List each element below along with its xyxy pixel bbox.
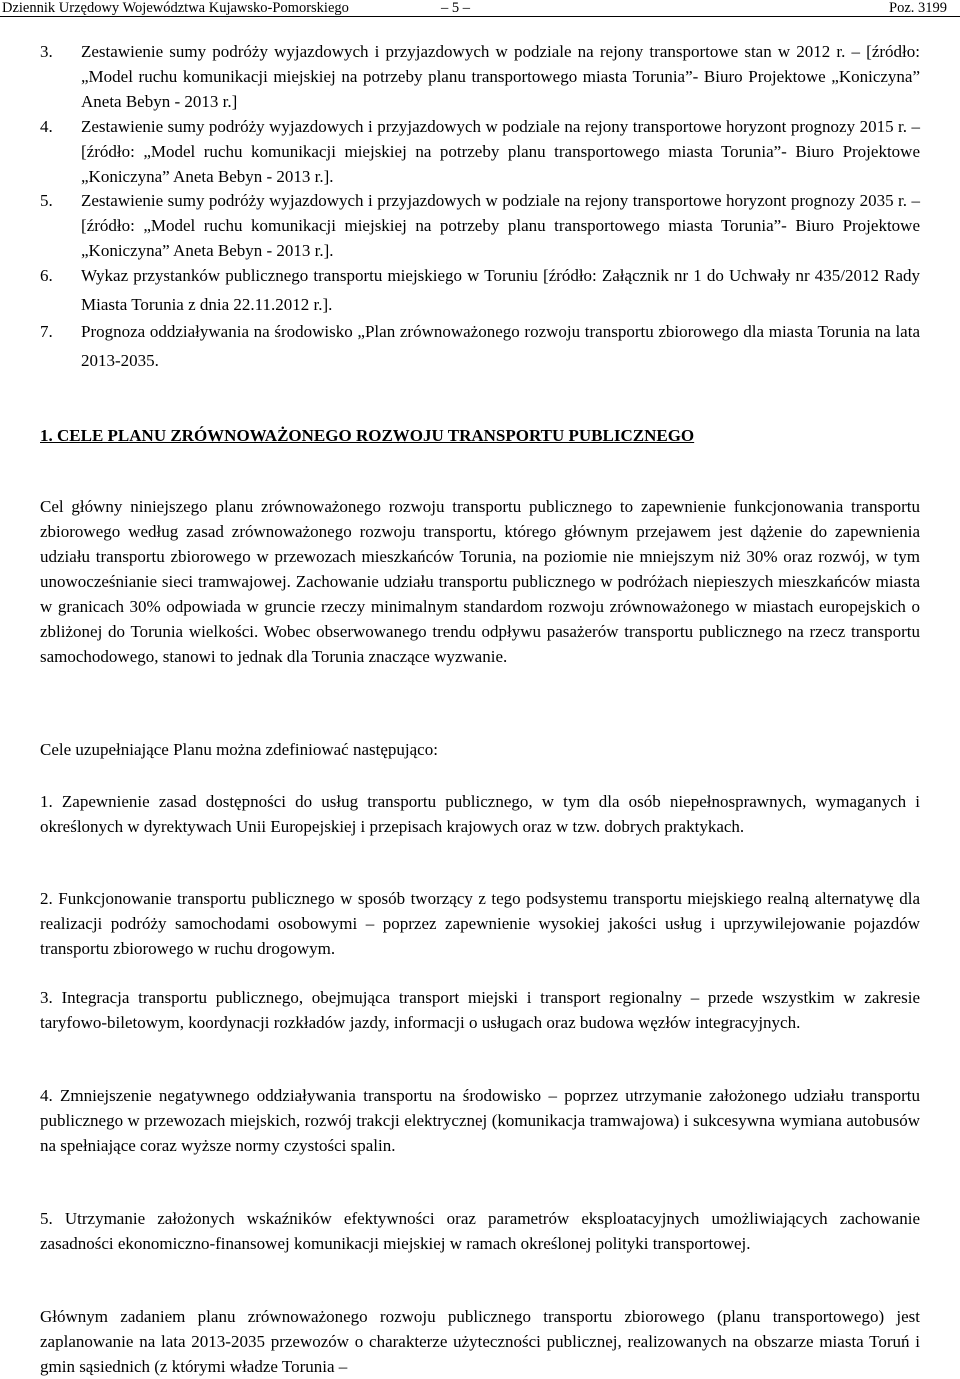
list-item-number: 6. xyxy=(40,266,53,285)
list-item-text: Prognoza oddziaływania na środowisko „Plan zrównoważonego rozwoju transportu zbiorowego dla miasta Torunia na lata 2013-2035. xyxy=(81,322,920,370)
list-item-number: 7. xyxy=(40,322,53,341)
list-item xyxy=(40,39,920,114)
closing-paragraph: Głównym zadaniem planu zrównoważonego rozwoju publicznego transportu zbiorowego (planu transportowego) jest zaplanowanie na lata 2013-2035 przewozów o charakterze użyteczności publicznej, realizowanych na obszarze miasta Toruń i gmin sąsiednich (z którymi władze Torunia – xyxy=(40,1307,920,1376)
list-item-text: Zestawienie sumy podróży wyjazdowych i przyjazdowych w podziale na rejony transportowe horyzont prognozy 2035 r. – [źródło: „Model ruchu komunikacji miejskiej na potrzeby planu transportowego miasta Torunia”- Biuro Projektowe „Koniczyna” Aneta Bebyn - 2013 r.]. xyxy=(81,191,920,260)
goal-5: 5. Utrzymanie założonych wskaźników efektywności oraz parametrów eksploatacyjnych umożliwiających zachowanie zasadności ekonomiczno-finansowej komunikacji miejskiej w ramach określonej polityki transportowej. xyxy=(40,1209,920,1253)
position-number: Poz. 3199 xyxy=(889,0,947,16)
goal-1: 1. Zapewnienie zasad dostępności do usług transportu publicznego, w tym dla osób niepełnosprawnych, wymaganych i określonych w dyrektywach Unii Europejskiej i przepisach krajowych oraz w tzw. dobrych praktykach. xyxy=(40,792,920,836)
list-item xyxy=(40,317,920,375)
page-number: – 5 – xyxy=(441,0,470,16)
supplementary-intro: Cele uzupełniające Planu można zdefiniować następująco: xyxy=(40,740,438,759)
header-divider xyxy=(0,16,960,17)
list-item-number: 5. xyxy=(40,191,53,210)
list-item-text: Zestawienie sumy podróży wyjazdowych i przyjazdowych w podziale na rejony transportowe horyzont prognozy 2015 r. – [źródło: „Model ruchu komunikacji miejskiej na potrzeby planu transportowego miasta Torunia”- Biuro Projektowe „Koniczyna” Aneta Bebyn - 2013 r.]. xyxy=(81,117,920,186)
list-item xyxy=(40,188,920,263)
section-heading: 1. CELE PLANU ZRÓWNOWAŻONEGO ROZWOJU TRANSPORTU PUBLICZNEGO xyxy=(40,426,695,445)
goal-3: 3. Integracja transportu publicznego, obejmująca transport miejski i transport regionalny – przede wszystkim w zakresie taryfowo-biletowym, koordynacji rozkładów jazdy, informacji o usługach oraz budowa węzłów integracyjnych. xyxy=(40,988,920,1032)
list-item xyxy=(40,114,920,189)
list-item xyxy=(40,261,920,319)
list-item-number: 3. xyxy=(40,42,53,61)
journal-title: Dziennik Urzędowy Województwa Kujawsko-Pomorskiego xyxy=(2,0,349,16)
goal-2: 2. Funkcjonowanie transportu publicznego w sposób tworzący z tego podsystemu transportu miejskiego realną alternatywę dla realizacji podróży samochodami osobowymi – poprzez zapewnienie wysokiej jakości usług i uprzywilejowanie pojazdów transportu zbiorowego w ruchu drogowym. xyxy=(40,889,920,958)
list-item-text: Wykaz przystanków publicznego transportu miejskiego w Toruniu [źródło: Załącznik nr 1 do Uchwały nr 435/2012 Rady Miasta Torunia z dnia 22.11.2012 r.]. xyxy=(81,266,920,314)
list-item-text: Zestawienie sumy podróży wyjazdowych i przyjazdowych w podziale na rejony transportowe stan w 2012 r. – [źródło: „Model ruchu komunikacji miejskiej na potrzeby planu transportowego miasta Torunia”- Biuro Projektowe „Koniczyna” Aneta Bebyn - 2013 r.] xyxy=(81,42,920,111)
intro-paragraph: Cel główny niniejszego planu zrównoważonego rozwoju transportu publicznego to zapewnienie funkcjonowania transportu zbiorowego według zasad zrównoważonego rozwoju transportu, którego głównym przejawem jest dążenie do zapewnienia udziału transportu zbiorowego w przewozach mieszkańców Torunia, na poziomie nie mniejszym niż 30% oraz rozwój, w tym unowocześnianie sieci tramwajowej. Zachowanie udziału transportu publicznego w podróżach niepieszych mieszkańców miasta w granicach 30% odpowiada w gruncie rzeczy minimalnym standardom rozwoju zrównoważonego w miastach europejskich o zbliżonej do Torunia wielkości. Wobec obserwowanego trendu odpływu pasażerów transportu publicznego na rzecz transportu samochodowego, stanowi to jednak dla Torunia znaczące wyzwanie. xyxy=(40,497,920,666)
list-item-number: 4. xyxy=(40,117,53,136)
goal-4: 4. Zmniejszenie negatywnego oddziaływania transportu na środowisko – poprzez utrzymanie założonego udziału transportu publicznego w przewozach miejskich, rozwój trakcji elektrycznej (komunikacja tramwajowa) i sukcesywna wymiana autobusów na spełniające coraz wyższe normy czystości spalin. xyxy=(40,1086,920,1155)
